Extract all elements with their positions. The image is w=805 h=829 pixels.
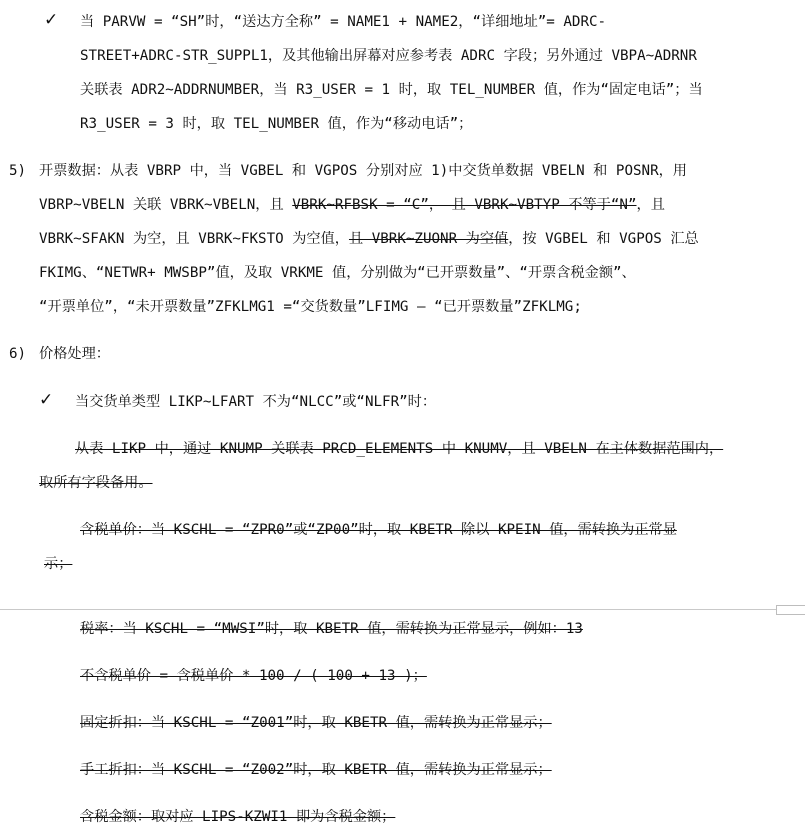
check-bullet-icon: ✓: [44, 10, 59, 30]
struck-line-net-price: 不含税单价 = 含税单价 * 100 / ( 100 + 13 )；: [80, 668, 427, 684]
section-5-line-5: “开票单位”，“未开票数量”ZFKLMG1 =“交货数量”LFIMG – “已开票数量”ZFKLMG;: [39, 299, 582, 315]
section-5-line-3-end: ，按 VGBEL 和 VGPOS 汇总: [508, 231, 699, 247]
address-line-3: 关联表 ADR2~ADDRNUMBER，当 R3_USER = 1 时，取 TEL_NUMBER 值，作为“固定电话”；当: [80, 82, 703, 98]
section-5-line-1: 开票数据：从表 VBRP 中，当 VGBEL 和 VGPOS 分别对应 1)中交货单数据 VBELN 和 POSNR，用: [39, 163, 687, 179]
section-5-struck-condition-2: 且 VBRK~ZUONR 为空值: [348, 231, 509, 247]
address-line-4: R3_USER = 3 时，取 TEL_NUMBER 值，作为“移动电话”；: [80, 116, 473, 132]
struck-line-source-table: 从表 LIKP 中，通过 KNUMP 关联表 PRCD_ELEMENTS 中 KNUMV，且 VBELN 在主体数据范围内，: [75, 441, 724, 457]
struck-line-unit-price-tax-cont: 示；: [44, 556, 73, 572]
address-line-2: STREET+ADRC-STR_SUPPL1，及其他输出屏幕对应参考表 ADRC 字段；另外通过 VBPA~ADRNR: [80, 48, 697, 64]
page-break-marker: [776, 605, 805, 615]
section-5-number: 5): [9, 163, 27, 179]
struck-line-fixed-discount: 固定折扣：当 KSCHL = “Z001”时，取 KBETR 值，需转换为正常显示；: [80, 715, 552, 731]
section-6-number: 6): [9, 346, 27, 362]
page-break-line: [0, 609, 805, 610]
section-6-title: 价格处理：: [39, 346, 110, 362]
section-5-line-3: [39, 229, 699, 249]
struck-line-tax-rate: 税率：当 KSCHL = “MWSI”时，取 KBETR 值，需转换为正常显示，例如：13: [80, 621, 583, 637]
section-5-line-2-start: VBRP~VBELN 关联 VBRK~VBELN，且: [39, 197, 293, 213]
struck-line-manual-discount: 手工折扣：当 KSCHL = “Z002”时，取 KBETR 值，需转换为正常显示；: [80, 762, 552, 778]
address-line-1: 当 PARVW = “SH”时，“送达方全称” = NAME1 + NAME2，“详细地址”= ADRC-: [80, 14, 607, 30]
struck-line-fields: 取所有字段备用。: [39, 475, 153, 491]
delivery-type-condition: 当交货单类型 LIKP~LFART 不为“NLCC”或“NLFR”时：: [75, 394, 437, 410]
section-5-line-2-end: ，且: [636, 197, 665, 213]
section-5-line-4: FKIMG、“NETWR+ MWSBP”值，及取 VRKME 值，分别做为“已开票数量”、“开票含税金额”、: [39, 265, 636, 281]
check-bullet-icon: ✓: [39, 390, 54, 410]
section-5-line-3-start: VBRK~SFAKN 为空，且 VBRK~FKSTO 为空值，: [39, 231, 349, 247]
section-5-line-2: [39, 195, 665, 215]
section-5-struck-condition-1: VBRK~RFBSK = “C”， 且 VBRK~VBTYP 不等于“N”: [292, 197, 637, 213]
struck-line-unit-price-tax: 含税单价：当 KSCHL = “ZPR0”或“ZP00”时，取 KBETR 除以 KPEIN 值，需转换为正常显: [80, 522, 677, 538]
struck-line-tax-amount: 含税金额：取对应 LIPS-KZWI1 即为含税金额；: [80, 809, 396, 825]
